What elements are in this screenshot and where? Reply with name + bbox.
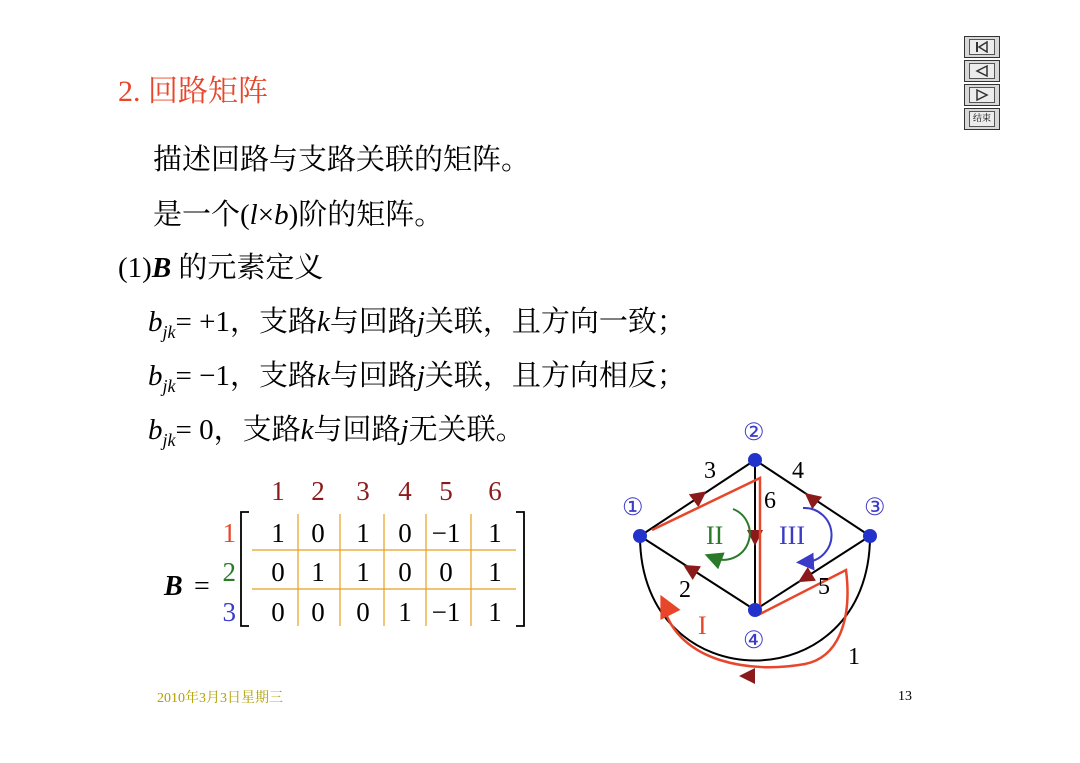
- text-segment: 是一个(: [153, 199, 250, 231]
- text-segment: (1): [118, 252, 152, 284]
- end-label-box: [969, 111, 995, 127]
- description-line: 描述回路与支路关联的矩阵。: [153, 144, 531, 176]
- matrix-column-header: 5: [439, 476, 453, 506]
- text-segment: 关联，且方向一致；: [424, 306, 686, 338]
- right-bracket: [516, 512, 524, 626]
- first-slide-icon: [969, 39, 995, 55]
- matrix-cell: 1: [311, 557, 325, 587]
- matrix-label: B: [164, 571, 183, 602]
- branch-3-arrow: [696, 496, 700, 499]
- next-slide-button[interactable]: [964, 84, 1000, 106]
- matrix-cell: −1: [431, 518, 461, 548]
- loop-ii-label: II: [706, 521, 724, 550]
- node-3-label: ③: [864, 495, 886, 521]
- rule-minus-one: [148, 353, 686, 397]
- matrix-cell: 0: [398, 557, 412, 587]
- matrix-cell: 1: [398, 597, 412, 627]
- branch-5-label: 5: [818, 574, 830, 600]
- b-symbol: b: [148, 414, 163, 446]
- text-segment: = −1，支路: [175, 360, 317, 392]
- b-symbol: b: [148, 360, 163, 392]
- node-1-label: ①: [622, 495, 644, 521]
- matrix-column-header: 6: [488, 476, 502, 506]
- matrix-cell: 1: [488, 597, 502, 627]
- b-symbol: b: [274, 199, 289, 231]
- j-symbol: j: [400, 414, 409, 446]
- matrix-cell: 1: [271, 518, 285, 548]
- end-label: 结束: [972, 113, 991, 124]
- text-segment: 关联，且方向相反；: [424, 360, 686, 392]
- jk-subscript: jk: [162, 375, 176, 396]
- branch-4-label: 4: [792, 458, 804, 484]
- previous-slide-button[interactable]: [964, 60, 1000, 82]
- matrix-cell: −1: [431, 597, 461, 627]
- b-matrix-symbol: B: [151, 252, 172, 284]
- matrix-column-header: 2: [311, 476, 325, 506]
- left-bracket: [241, 512, 249, 626]
- matrix-column-header: 4: [398, 476, 412, 506]
- page-number: 13: [898, 689, 912, 704]
- node-2: [748, 453, 762, 467]
- matrix-cell: 0: [356, 597, 370, 627]
- matrix-cell: 0: [311, 597, 325, 627]
- branch-5-edge: [755, 536, 870, 610]
- matrix-cell: 1: [488, 557, 502, 587]
- definition-heading: [118, 245, 323, 286]
- matrix-column-header: 3: [356, 476, 370, 506]
- matrix-cell: 1: [356, 557, 370, 587]
- rule-zero: [148, 407, 525, 451]
- matrix-cell: 1: [356, 518, 370, 548]
- times-symbol: ×: [257, 199, 275, 231]
- loop-matrix: [140, 460, 560, 660]
- matrix-size-line: [153, 192, 443, 233]
- branch-2-edge: [640, 536, 755, 610]
- loop-iii-label: III: [779, 521, 805, 550]
- matrix-row-header: 1: [222, 518, 236, 548]
- branch-1-label: 1: [848, 644, 860, 670]
- matrix-row-header: 2: [222, 557, 236, 587]
- first-slide-button[interactable]: [964, 36, 1000, 58]
- matrix-cell: 0: [439, 557, 453, 587]
- slide-title: 2. 回路矩阵: [118, 75, 268, 108]
- branch-2-label: 2: [679, 577, 691, 603]
- text-segment: 与回路: [313, 414, 401, 446]
- node-4: [748, 603, 762, 617]
- branch-3-label: 3: [704, 458, 716, 484]
- loop-i-label: I: [698, 611, 707, 640]
- branch-2-arrow: [690, 569, 695, 572]
- text-segment: )阶的矩阵。: [288, 199, 444, 231]
- next-icon: [969, 87, 995, 103]
- matrix-cell: 1: [488, 518, 502, 548]
- end-show-button[interactable]: [964, 108, 1000, 130]
- jk-subscript: jk: [162, 429, 176, 450]
- branch-6-label: 6: [764, 488, 776, 514]
- text-segment: 无关联。: [408, 414, 525, 446]
- jk-subscript: jk: [162, 321, 176, 342]
- previous-icon: [969, 63, 995, 79]
- matrix-grid-lines: [252, 514, 516, 626]
- text-segment: = +1，支路: [175, 306, 317, 338]
- j-symbol: j: [416, 306, 425, 338]
- branch-5-arrow: [805, 575, 810, 578]
- k-symbol: k: [316, 306, 330, 338]
- text-segment: 与回路: [329, 360, 417, 392]
- matrix-row-header: 3: [222, 597, 236, 627]
- text-segment: 与回路: [329, 306, 417, 338]
- l-symbol: l: [249, 199, 258, 231]
- k-symbol: k: [300, 414, 314, 446]
- node-4-label: ④: [743, 628, 765, 654]
- rule-plus-one: [148, 299, 686, 343]
- matrix-equals: =: [194, 571, 210, 602]
- node-2-label: ②: [743, 420, 765, 446]
- j-symbol: j: [416, 360, 425, 392]
- k-symbol: k: [316, 360, 330, 392]
- matrix-cell: 0: [311, 518, 325, 548]
- text-segment: 的元素定义: [171, 252, 324, 284]
- node-3: [863, 529, 877, 543]
- matrix-column-header: 1: [271, 476, 285, 506]
- matrix-cell: 0: [271, 557, 285, 587]
- node-1: [633, 529, 647, 543]
- loop-iii-arrow: [803, 508, 832, 562]
- footer-date: 2010年3月3日星期三: [157, 691, 283, 706]
- matrix-cell: 0: [271, 597, 285, 627]
- text-segment: = 0，支路: [175, 414, 301, 446]
- matrix-cell: 0: [398, 518, 412, 548]
- b-symbol: b: [148, 306, 163, 338]
- network-graph: [600, 412, 920, 692]
